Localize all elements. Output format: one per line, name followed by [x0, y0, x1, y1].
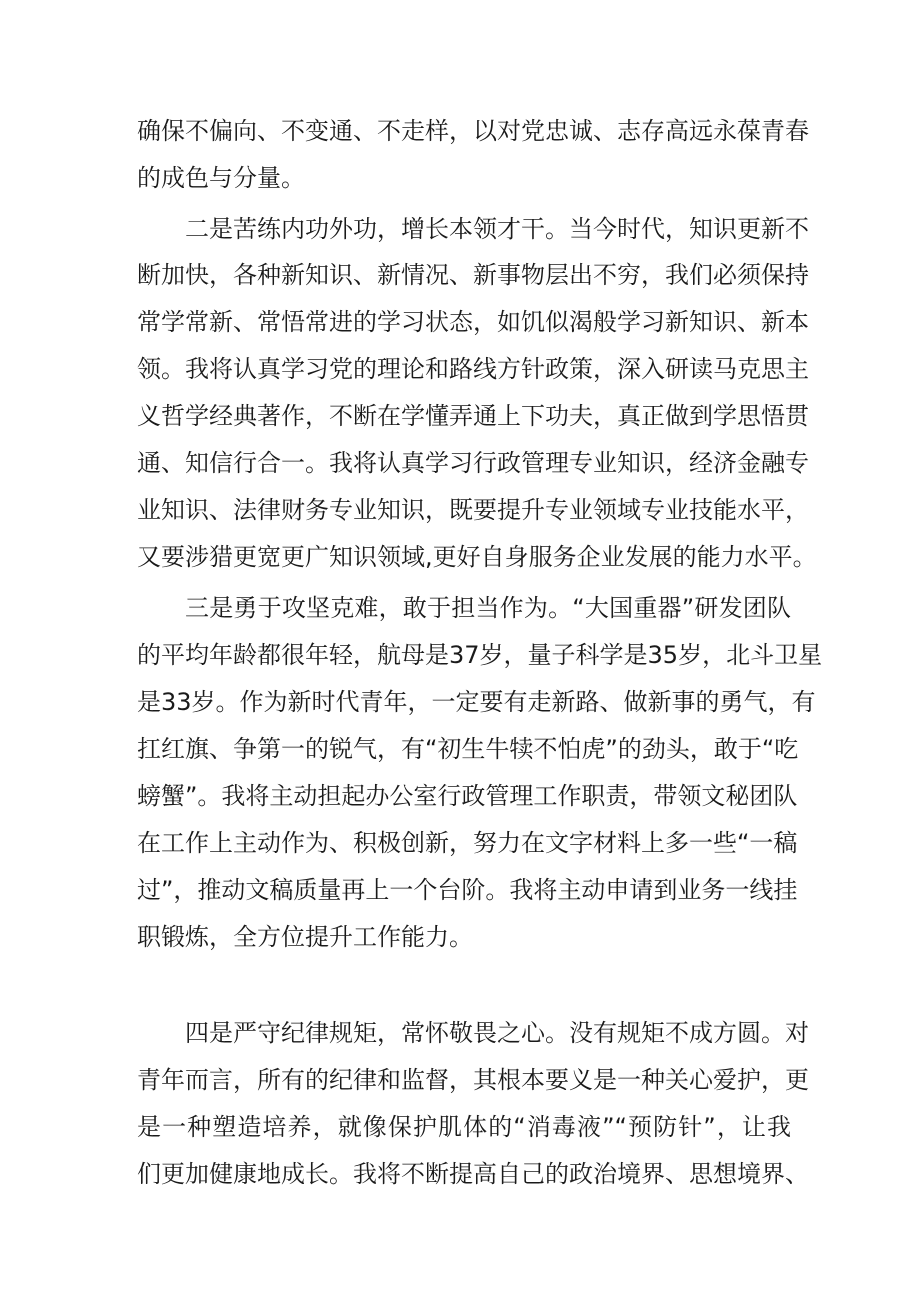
text-line: 义哲学经典著作，不断在学懂弄通上下功夫，真正做到学思悟贯 — [137, 402, 809, 430]
text-line: 螃蟹”。我将主动担起办公室行政管理工作职责，带领文秘团队 — [137, 782, 798, 810]
text-line: 断加快，各种新知识、新情况、新事物层出不穷，我们必须保持 — [137, 261, 809, 289]
text-line: 常学常新、常悟常进的学习状态，如饥似渴般学习新知识、新本 — [137, 308, 809, 336]
text-line: 领。我将认真学习党的理论和路线方针政策，深入研读马克思主 — [137, 355, 809, 383]
text-line: 的平均年龄都很年轻，航母是37岁，量子科学是35岁，北斗卫星 — [137, 641, 823, 669]
text-line: 是33岁。作为新时代青年，一定要有走新路、做新事的勇气，有 — [137, 688, 816, 716]
text-line: 确保不偏向、不变通、不走样，以对党忠诚、志存高远永葆青春 — [137, 117, 809, 145]
text-line: 通、知信行合一。我将认真学习行政管理专业知识，经济金融专 — [137, 449, 809, 477]
text-line: 业知识、法律财务专业知识，既要提升专业领域专业技能水平， — [137, 496, 809, 524]
text-line: 四是严守纪律规矩，常怀敬畏之心。没有规矩不成方圆。对 — [185, 1019, 809, 1047]
text-line: 的成色与分量。 — [137, 164, 305, 192]
text-line: 职锻炼，全方位提升工作能力。 — [137, 923, 473, 951]
text-line: 扛红旗、争第一的锐气，有“初生牛犊不怕虎”的劲头，敢于“吃 — [137, 735, 799, 763]
text-line: 二是苦练内功外功，增长本领才干。当今时代，知识更新不 — [185, 215, 809, 243]
text-line: 三是勇于攻坚克难，敢于担当作为。“大国重器”研发团队 — [185, 594, 791, 622]
text-line: 们更加健康地成长。我将不断提高自己的政治境界、思想境界、 — [137, 1160, 809, 1188]
text-line: 青年而言，所有的纪律和监督，其根本要义是一种关心爱护，更 — [137, 1066, 809, 1094]
text-line: 在工作上主动作为、积极创新，努力在文字材料上多一些“一稿 — [137, 829, 798, 857]
text-line: 是一种塑造培养，就像保护肌体的“消毒液”“预防针”，让我 — [137, 1113, 791, 1141]
text-line: 过”，推动文稿质量再上一个台阶。我将主动申请到业务一线挂 — [137, 876, 798, 904]
text-line: 又要涉猎更宽更广知识领域,更好自身服务企业发展的能力水平。 — [137, 543, 817, 571]
